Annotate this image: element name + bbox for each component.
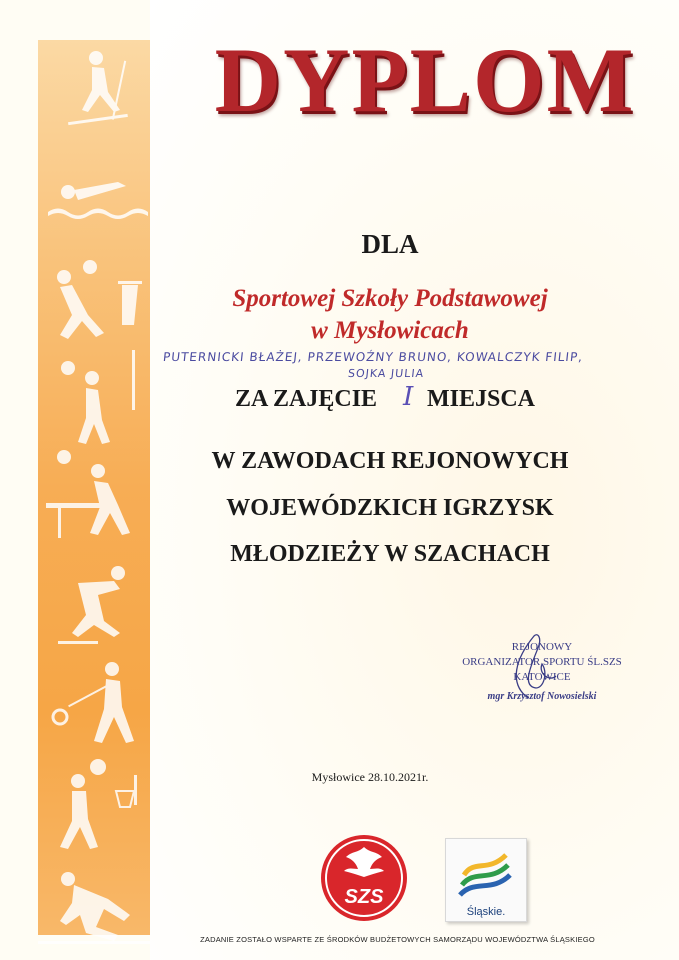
handwritten-names-line2: SOJKA JULIA <box>347 367 425 380</box>
volleyball-icon <box>38 255 150 355</box>
hammer-throw-icon <box>38 655 150 755</box>
signature-icon <box>498 628 558 703</box>
slaskie-logo <box>445 838 527 922</box>
place-row <box>150 382 630 416</box>
school-name-line1: Sportowej Szkoły Podstawowej <box>232 285 548 312</box>
skater-icon <box>38 555 150 655</box>
dla-heading: DLA <box>361 229 419 259</box>
sport-figures-strip <box>38 40 150 935</box>
swimmer-icon <box>38 150 150 250</box>
competition-line1: W ZAWODACH REJONOWYCH <box>211 448 569 474</box>
skier-icon <box>38 40 150 140</box>
slaskie-logo-text: Śląskie. <box>466 906 506 918</box>
background-shading <box>150 0 679 960</box>
funding-footer: ZADANIE ZOSTAŁO WSPARTE ZE ŚRODKÓW BUDŻETOWYCH SAMORZĄDU WOJEWÓDZTWA ŚLĄSKIEGO <box>200 935 595 944</box>
slaskie-waves-icon <box>446 839 526 921</box>
handwritten-place-number: I <box>403 382 414 412</box>
stamp-line3: KATOWICE <box>513 671 571 683</box>
handwritten-names-line1: PUTERNICKI BŁAŻEJ, PRZEWOŹNY BRUNO, KOWALCZYK FILIP, <box>162 350 584 364</box>
stamp-line1: REJONOWY <box>511 641 573 653</box>
table-tennis-icon <box>38 445 150 545</box>
diploma-title: DYPLOM <box>214 29 636 131</box>
stamp-signatory: mgr Krzysztof Nowosielski <box>487 691 597 702</box>
competition-line2: WOJEWÓDZKICH IGRZYSK <box>226 495 554 521</box>
city-date: Mysłowice 28.10.2021r. <box>311 770 429 784</box>
competition-line3: MŁODZIEŻY W SZACHACH <box>230 541 550 567</box>
badminton-icon <box>38 350 150 450</box>
szs-logo-text: SZS <box>344 886 384 908</box>
sprinter-icon <box>38 855 150 955</box>
place-label-after: MIEJSCA <box>427 386 536 412</box>
place-label-before: ZA ZAJĘCIE <box>235 386 378 412</box>
school-name-line2: w Mysłowicach <box>311 317 469 344</box>
szs-logo-icon <box>318 833 410 923</box>
basketball-icon <box>38 755 150 855</box>
stamp-line2: ORGANIZATOR SPORTU ŚL.SZS <box>462 656 622 668</box>
